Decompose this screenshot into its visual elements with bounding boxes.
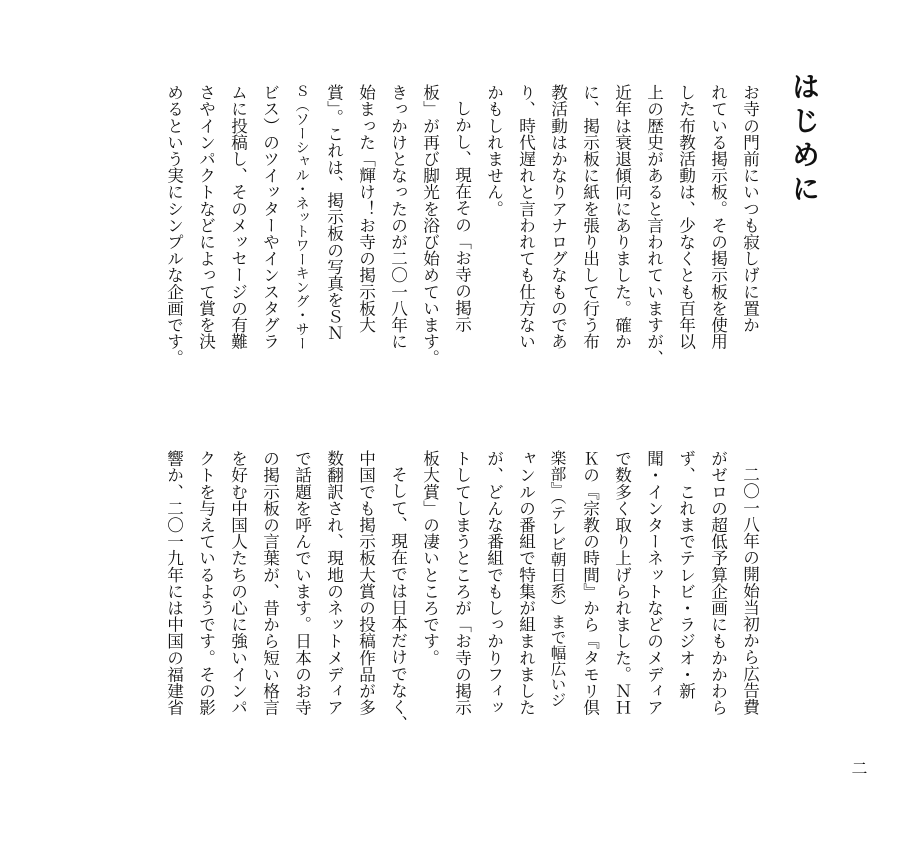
text-column-lower-19: 響か、二〇一九年には中国の福建省 xyxy=(164,450,184,716)
text-column-upper-14: 賞」。これは、掲示板の写真をＳＮ xyxy=(324,84,344,342)
text-column-upper-2: れている掲示板。その掲示板を使用 xyxy=(708,84,728,350)
text-column-lower-15: で話題を呼んでいます。日本のお寺 xyxy=(292,450,312,716)
text-column-upper-8: り、時代遅れと言われても仕方ない xyxy=(516,84,536,350)
text-column-upper-3: した布教活動は、少なくとも百年以 xyxy=(676,84,696,350)
text-column-upper-1: お寺の門前にいつも寂しげに置か xyxy=(740,84,760,333)
text-column-lower-2: がゼロの超低予算企画にもかかわら xyxy=(708,450,728,716)
text-column-lower-9: が、どんな番組でもしっかりフィッ xyxy=(484,450,504,716)
text-column-lower-4: 聞・インターネットなどのメディア xyxy=(644,450,664,716)
text-column-lower-18: クトを与えているようです。その影 xyxy=(196,450,216,716)
text-column-lower-3: ず、これまでテレビ・ラジオ・新 xyxy=(676,450,696,699)
text-column-upper-15: Ｓ（ソーシャル・ネットワーキング・サー xyxy=(293,84,310,350)
text-column-lower-10: トしてしまうところが「お寺の掲示 xyxy=(452,450,472,716)
text-column-upper-16: ビス）のツイッターやインスタグラ xyxy=(260,84,280,350)
page-title: はじめに xyxy=(788,72,821,208)
text-column-upper-12: きっかけとなったのが二〇一八年に xyxy=(388,84,408,350)
text-column-upper-7: 教活動はかなりアナログなものであ xyxy=(548,84,568,350)
page-number: 二 xyxy=(849,760,868,776)
text-column-upper-18: さやインパクトなどによって賞を決 xyxy=(196,84,216,350)
text-column-lower-8: ャンルの番組で特集が組まれました xyxy=(516,450,536,716)
text-column-lower-12: そして、現在では日本だけでなく、 xyxy=(388,466,408,732)
text-column-lower-16: の掲示板の言葉が、昔から短い格言 xyxy=(260,450,280,716)
text-column-upper-19: めるという実にシンプルな企画です。 xyxy=(164,84,184,367)
text-column-lower-1: 二〇一八年の開始当初から広告費 xyxy=(740,466,760,715)
text-column-lower-5: で数多く取り上げられました。ＮＨ xyxy=(612,450,632,716)
text-column-upper-11: 板」が再び脚光を浴び始めています。 xyxy=(420,84,440,367)
text-column-lower-7: 楽部』（テレビ朝日系）まで幅広いジ xyxy=(548,450,567,708)
text-column-lower-11: 板大賞」の凄いところです。 xyxy=(420,450,440,666)
text-column-upper-4: 上の歴史があると言われていますが、 xyxy=(644,84,664,367)
text-column-upper-10: しかし、現在その「お寺の掲示 xyxy=(452,100,472,333)
text-column-lower-6: Ｋの『宗教の時間』から『タモリ倶 xyxy=(580,450,600,716)
text-column-upper-13: 始まった「輝け！お寺の掲示板大 xyxy=(356,84,376,333)
text-column-lower-17: を好む中国人たちの心に強いインパ xyxy=(228,450,248,716)
text-column-upper-17: ムに投稿し、そのメッセージの有難 xyxy=(228,84,248,350)
text-column-lower-13: 中国でも掲示板大賞の投稿作品が多 xyxy=(356,450,376,716)
text-column-lower-14: 数翻訳され、現地のネットメディア xyxy=(324,450,344,716)
text-column-upper-9: かもしれません。 xyxy=(484,84,504,217)
text-column-upper-5: 近年は衰退傾向にありました。確か xyxy=(612,84,632,350)
text-column-upper-6: に、掲示板に紙を張り出して行う布 xyxy=(580,84,600,350)
